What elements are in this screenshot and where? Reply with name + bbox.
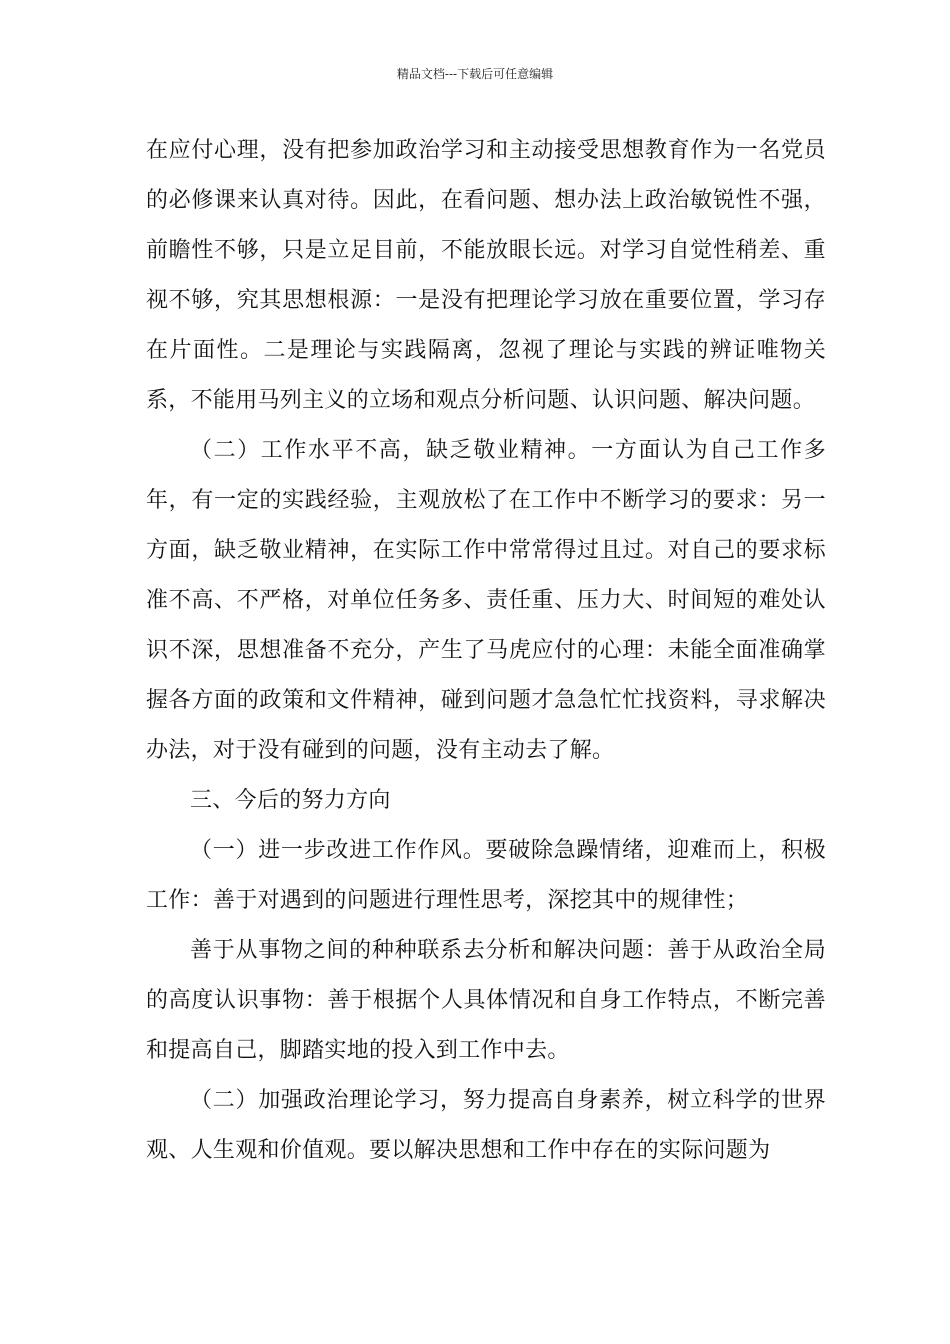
document-body [146, 126, 826, 1176]
paragraph-continuation: 在应付心理，没有把参加政治学习和主动接受思想教育作为一名党员的必修课来认真对待。因此，在看问题、想办法上政治敏锐性不强，前瞻性不够，只是立足目前，不能放眼长远。对学习自觉性稍差、重视不够，究其思想根源：一是没有把理论学习放在重要位置，学习存在片面性。二是理论与实践隔离，忽视了理论与实践的辨证唯物关系，不能用马列主义的立场和观点分析问题、认识问题、解决问题。 [146, 138, 826, 413]
paragraph-improve-work-style: （一）进一步改进工作作风。要破除急躁情绪，迎难而上，积极工作：善于对遇到的问题进行理性思考，深挖其中的规律性； [146, 838, 826, 913]
page-header: 精品文档---下载后可任意编辑 [396, 67, 554, 81]
paragraph-political-study: （二）加强政治理论学习，努力提高自身素养，树立科学的世界观、人生观和价值观。要以解决思想和工作中存在的实际问题为 [146, 1088, 826, 1163]
paragraph-analyze-problems: 善于从事物之间的种种联系去分析和解决问题：善于从政治全局的高度认识事物：善于根据个人具体情况和自身工作特点，不断完善和提高自己，脚踏实地的投入到工作中去。 [146, 938, 826, 1063]
section-heading-future-direction: 三、今后的努力方向 [190, 788, 391, 813]
paragraph-work-level: （二）工作水平不高，缺乏敬业精神。一方面认为自己工作多年，有一定的实践经验，主观放松了在工作中不断学习的要求：另一方面，缺乏敬业精神，在实际工作中常常得过且过。对自己的要求标准不高、不严格，对单位任务多、责任重、压力大、时间短的难处认识不深，思想准备不充分，产生了马虎应付的心理：未能全面准确掌握各方面的政策和文件精神，碰到问题才急急忙忙找资料，寻求解决办法，对于没有碰到的问题，没有主动去了解。 [146, 438, 826, 763]
